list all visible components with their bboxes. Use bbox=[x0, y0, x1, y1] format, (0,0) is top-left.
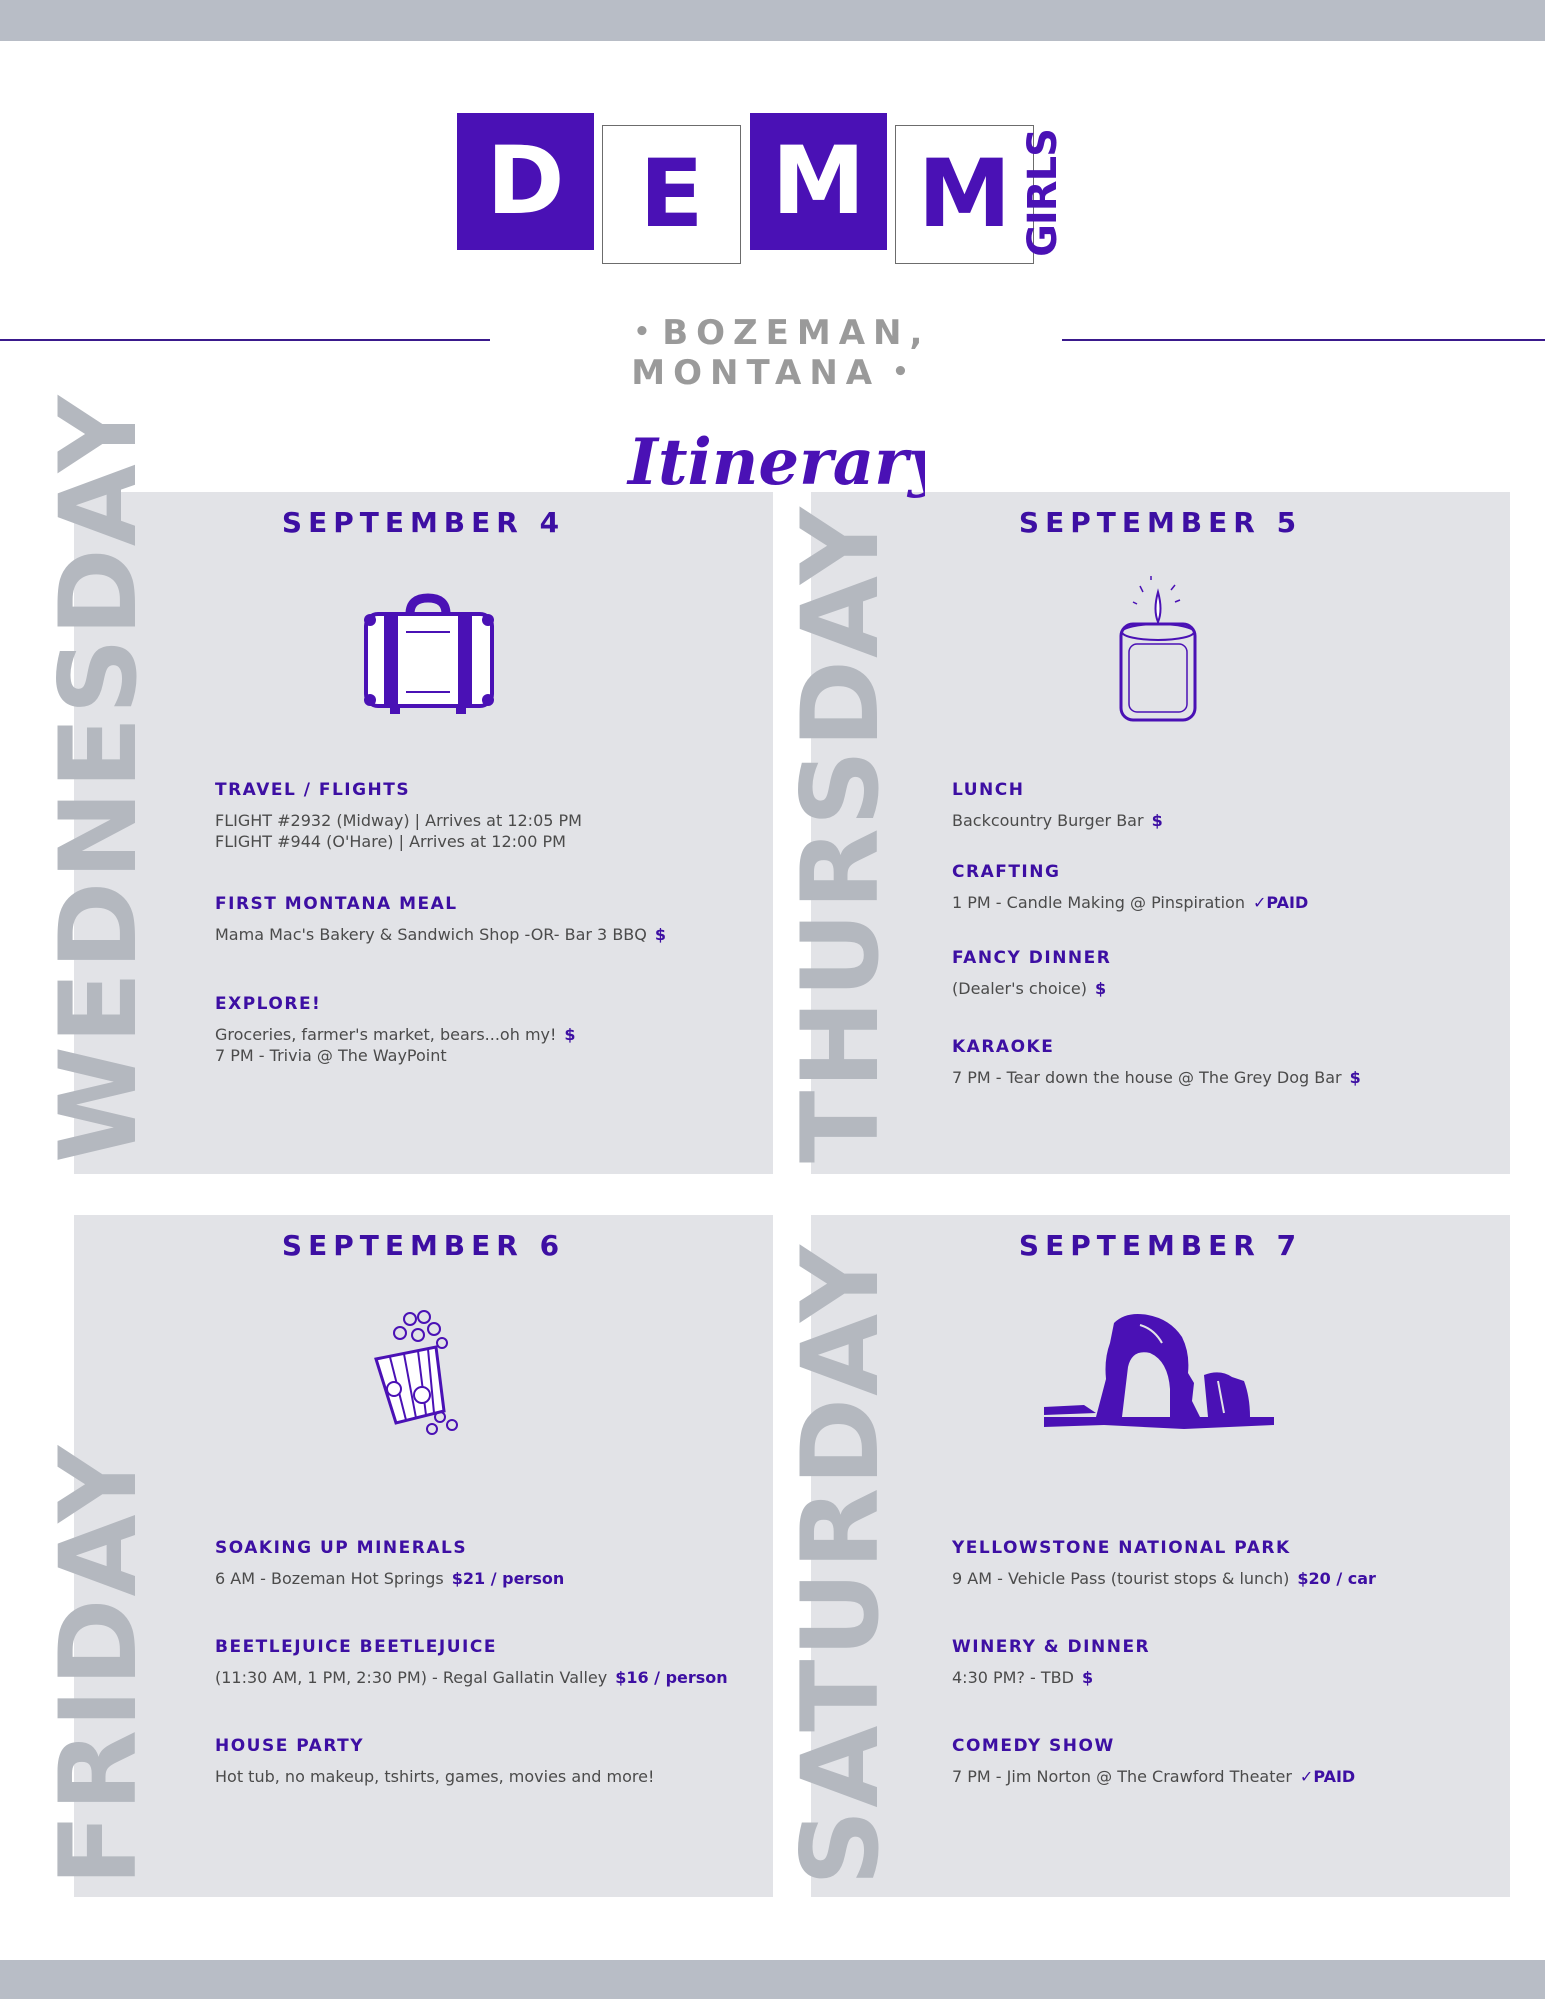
day-label-thursday: THURSDAY bbox=[779, 505, 902, 1163]
location-dot-right: • bbox=[892, 357, 909, 387]
entry-title: KARAOKE bbox=[952, 1037, 1055, 1057]
price-tag: $ bbox=[1094, 979, 1107, 998]
entry-line bbox=[215, 924, 666, 945]
entry-text: 7 PM - Tear down the house @ The Grey Dog Bar bbox=[952, 1068, 1342, 1087]
price-tag: $ bbox=[654, 925, 667, 944]
entry-line bbox=[952, 1568, 1376, 1589]
entry-travel bbox=[215, 780, 582, 852]
panel-date: SEPTEMBER 5 bbox=[1018, 506, 1303, 539]
arch-icon bbox=[1044, 1309, 1278, 1433]
entry-line bbox=[952, 892, 1308, 913]
entry-line bbox=[952, 1667, 1150, 1688]
bottom-band bbox=[0, 1960, 1545, 1999]
location-text: BOZEMAN, MONTANA bbox=[631, 313, 931, 393]
entry-text: (11:30 AM, 1 PM, 2:30 PM) - Regal Gallatin Valley bbox=[215, 1668, 608, 1687]
entry-text: 9 AM - Vehicle Pass (tourist stops & lunch) bbox=[952, 1569, 1290, 1588]
entry-title: FIRST MONTANA MEAL bbox=[215, 894, 458, 914]
day-panel-thursday bbox=[811, 492, 1510, 1174]
itinerary-title-text: Itinerary bbox=[628, 425, 925, 500]
candle-icon bbox=[1113, 574, 1203, 724]
entry-text: 1 PM - Candle Making @ Pinspiration bbox=[952, 893, 1245, 912]
entry-title: TRAVEL / FLIGHTS bbox=[215, 780, 411, 800]
logo-tile-m: M bbox=[750, 113, 887, 250]
entry-line: FLIGHT #2932 (Midway) | Arrives at 12:05 PM bbox=[215, 811, 582, 830]
logo-sub: GIRLS bbox=[1020, 129, 1066, 257]
entry-lunch bbox=[952, 780, 1163, 831]
itinerary-title bbox=[620, 418, 925, 518]
entry-karaoke bbox=[952, 1037, 1361, 1088]
price-tag: $ bbox=[1151, 811, 1163, 830]
entry-first-meal bbox=[215, 894, 666, 945]
entry-text: Mama Mac's Bakery & Sandwich Shop -OR- Bar 3 BBQ bbox=[215, 925, 647, 944]
entry-title: COMEDY SHOW bbox=[952, 1736, 1115, 1756]
logo-tile-m-2: M bbox=[895, 125, 1034, 264]
entry-line bbox=[952, 1766, 1355, 1787]
entry-soaking bbox=[215, 1538, 564, 1589]
logo bbox=[457, 113, 1097, 263]
popcorn-icon bbox=[370, 1307, 470, 1437]
logo-tile-e: E bbox=[602, 125, 741, 264]
divider-left bbox=[0, 339, 490, 341]
day-panel-wednesday bbox=[74, 492, 773, 1174]
entry-line bbox=[952, 1067, 1361, 1088]
entry-line bbox=[215, 1024, 576, 1045]
entry-text: Backcountry Burger Bar bbox=[952, 811, 1144, 830]
entry-text: 6 AM - Bozeman Hot Springs bbox=[215, 1569, 444, 1588]
entry-beetlejuice bbox=[215, 1637, 728, 1688]
entry-line bbox=[215, 1667, 728, 1688]
entry-line: FLIGHT #944 (O'Hare) | Arrives at 12:00 PM bbox=[215, 832, 566, 851]
entry-text: 7 PM - Jim Norton @ The Crawford Theater bbox=[952, 1767, 1292, 1786]
suitcase-icon bbox=[360, 592, 498, 716]
paid-tag: ✓PAID bbox=[1299, 1767, 1356, 1786]
top-band bbox=[0, 0, 1545, 41]
entry-line bbox=[952, 810, 1163, 831]
price-tag: $ bbox=[564, 1025, 576, 1044]
entry-title: FANCY DINNER bbox=[952, 948, 1112, 968]
location-dot-left: • bbox=[633, 317, 651, 347]
panel-date: SEPTEMBER 6 bbox=[281, 1229, 566, 1262]
entry-line bbox=[215, 1568, 564, 1589]
entry-text: 4:30 PM? - TBD bbox=[952, 1668, 1074, 1687]
paid-tag: ✓PAID bbox=[1252, 893, 1309, 912]
price-tag: $21 / person bbox=[451, 1569, 565, 1588]
entry-explore bbox=[215, 994, 576, 1066]
day-label-wednesday: WEDNESDAY bbox=[37, 393, 160, 1163]
entry-yellowstone bbox=[952, 1538, 1376, 1589]
entry-line: Hot tub, no makeup, tshirts, games, movies and more! bbox=[215, 1767, 655, 1786]
itinerary-title-art bbox=[620, 418, 925, 518]
logo-tile-d: D bbox=[457, 113, 594, 250]
price-tag: $ bbox=[1349, 1068, 1361, 1087]
entry-line: 7 PM - Trivia @ The WayPoint bbox=[215, 1046, 447, 1065]
divider-right bbox=[1062, 339, 1545, 341]
day-panel-friday bbox=[74, 1215, 773, 1897]
entry-title: HOUSE PARTY bbox=[215, 1736, 365, 1756]
entry-winery bbox=[952, 1637, 1150, 1688]
entry-fancy-dinner bbox=[952, 948, 1111, 999]
price-tag: $16 / person bbox=[615, 1668, 728, 1687]
location-heading bbox=[490, 313, 1062, 393]
entry-comedy bbox=[952, 1736, 1355, 1787]
entry-text: (Dealer's choice) bbox=[952, 979, 1087, 998]
entry-crafting bbox=[952, 862, 1308, 913]
entry-title: BEETLEJUICE BEETLEJUICE bbox=[215, 1637, 497, 1657]
day-panel-saturday bbox=[811, 1215, 1510, 1897]
entry-line bbox=[952, 978, 1111, 999]
day-label-friday: FRIDAY bbox=[37, 1443, 160, 1886]
day-label-saturday: SATURDAY bbox=[779, 1243, 902, 1886]
entry-title: LUNCH bbox=[952, 780, 1025, 800]
entry-title: EXPLORE! bbox=[215, 994, 322, 1014]
entry-text: Groceries, farmer's market, bears...oh my! bbox=[215, 1025, 557, 1044]
entry-title: SOAKING UP MINERALS bbox=[215, 1538, 468, 1558]
entry-title: WINERY & DINNER bbox=[952, 1637, 1151, 1657]
entry-house-party bbox=[215, 1736, 654, 1787]
entry-title: YELLOWSTONE NATIONAL PARK bbox=[952, 1538, 1291, 1558]
price-tag: $20 / car bbox=[1297, 1569, 1376, 1588]
entry-title: CRAFTING bbox=[952, 862, 1061, 882]
panel-date: SEPTEMBER 7 bbox=[1018, 1229, 1303, 1262]
price-tag: $ bbox=[1081, 1668, 1094, 1687]
panel-date: SEPTEMBER 4 bbox=[281, 506, 566, 539]
